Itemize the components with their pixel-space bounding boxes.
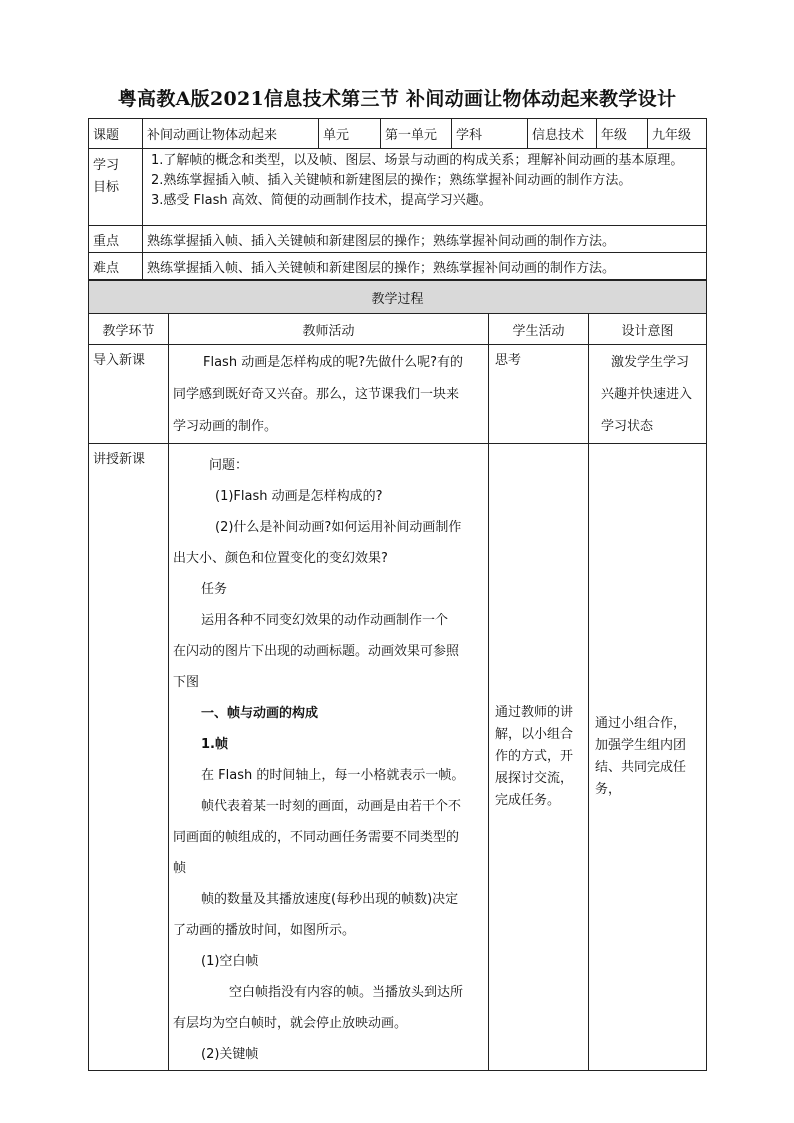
main-lesson-row — [89, 444, 707, 1071]
teaching-process-table — [88, 280, 707, 1071]
topic-label: 课题 — [89, 119, 143, 149]
text-line: 有层均为空白帧时，就会停止放映动画。 — [173, 1016, 408, 1031]
text-line: 学习动画的制作。 — [173, 419, 278, 434]
text-line: 帧 — [173, 861, 187, 876]
text-line: (2)什么是补间动画?如何运用补间动画制作 — [215, 520, 462, 535]
intro-stage: 导入新课 — [89, 345, 169, 444]
column-header: 教学环节 — [89, 314, 169, 345]
main-stage: 讲授新课 — [89, 444, 169, 1071]
key-value: 熟练掌握插入帧、插入关键帧和新建图层的操作；熟练掌握补间动画的制作方法。 — [143, 226, 707, 253]
text-line: 展探讨交流， — [495, 771, 574, 786]
intro-design-intent — [589, 345, 707, 444]
goal-item: 2.熟练掌握插入帧、插入关键帧和新建图层的操作；熟练掌握补间动画的制作方法。 — [151, 173, 632, 188]
text-line: 在闪动的图片下出现的动画标题。动画效果可参照 — [173, 644, 460, 659]
goal-item: 1.了解帧的概念和类型，以及帧、图层、场景与动画的构成关系；理解补间动画的基本原理。 — [151, 153, 684, 168]
text-line: 加强学生组内团 — [595, 738, 687, 753]
text-line: 任务 — [201, 582, 228, 597]
column-header: 设计意图 — [589, 314, 707, 345]
text-line: 学习状态 — [601, 419, 654, 434]
main-design-intent — [589, 444, 707, 1071]
text-line: 通过教师的讲 — [495, 705, 574, 720]
text-line: 问题： — [209, 458, 249, 473]
goals-label-line: 学习 — [93, 158, 120, 173]
key-label: 重点 — [89, 226, 143, 253]
text-line: (2)关键帧 — [201, 1047, 259, 1062]
text-line: 帧代表着某一时刻的画面，动画是由若干个不 — [201, 799, 462, 814]
difficulties-row — [89, 253, 707, 280]
text-line: 了动画的播放时间，如图所示。 — [173, 923, 356, 938]
text-line: 解，以小组合 — [495, 727, 574, 742]
lesson-info-table — [88, 118, 707, 280]
process-header: 教学过程 — [89, 281, 707, 314]
process-column-headers — [89, 314, 707, 345]
document-title: 粤高教A版2021信息技术第三节 补间动画让物体动起来教学设计 — [117, 88, 677, 110]
difficult-value: 熟练掌握插入帧、插入关键帧和新建图层的操作；熟练掌握补间动画的制作方法。 — [143, 253, 707, 280]
text-line: 空白帧指没有内容的帧。当播放头到达所 — [229, 985, 464, 1000]
difficult-label: 难点 — [89, 253, 143, 280]
subject-label: 学科 — [452, 119, 528, 149]
text-line: 出大小、颜色和位置变化的变幻效果? — [173, 551, 388, 566]
subject-value: 信息技术 — [528, 119, 597, 149]
text-line: 下图 — [173, 675, 200, 690]
text-line: 同学感到既好奇又兴奋。那么，这节课我们一块来 — [173, 387, 460, 402]
text-line: 激发学生学习 — [611, 355, 690, 370]
intro-teacher-activity — [169, 345, 489, 444]
grade-label: 年级 — [597, 119, 648, 149]
grade-value: 九年级 — [648, 119, 707, 149]
topic-value: 补间动画让物体动起来 — [143, 119, 319, 149]
key-points-row — [89, 226, 707, 253]
text-line: 帧的数量及其播放速度(每秒出现的帧数)决定 — [201, 892, 459, 907]
main-student-activity — [489, 444, 589, 1071]
goal-item: 3.感受 Flash 高效、简便的动画制作技术，提高学习兴趣。 — [151, 193, 492, 208]
main-teacher-activity — [169, 444, 489, 1071]
goals-row — [89, 149, 707, 226]
text-line: 通过小组合作， — [595, 716, 687, 731]
intro-row — [89, 345, 707, 444]
unit-label: 单元 — [319, 119, 381, 149]
text-line: 在 Flash 的时间轴上，每一小格就表示一帧。 — [201, 768, 465, 783]
column-header: 学生活动 — [489, 314, 589, 345]
intro-student-activity: 思考 — [489, 345, 589, 444]
unit-value: 第一单元 — [381, 119, 452, 149]
goals-label — [89, 149, 143, 226]
subsection-heading: 1.帧 — [201, 737, 228, 752]
goals-label-line: 目标 — [93, 180, 120, 195]
text-line: 运用各种不同变幻效果的动作动画制作一个 — [201, 613, 449, 628]
column-header: 教师活动 — [169, 314, 489, 345]
text-line: Flash 动画是怎样构成的呢?先做什么呢?有的 — [203, 355, 464, 370]
section-heading: 一、帧与动画的构成 — [201, 706, 319, 721]
text-line: (1)空白帧 — [201, 954, 259, 969]
text-line: 同画面的帧组成的，不同动画任务需要不同类型的 — [173, 830, 460, 845]
text-line: 结、共同完成任 — [595, 760, 687, 775]
text-line: (1)Flash 动画是怎样构成的? — [215, 489, 383, 504]
text-line: 作的方式，开 — [495, 749, 574, 764]
goals-content — [143, 149, 707, 226]
text-line: 兴趣并快速进入 — [601, 387, 693, 402]
topic-row — [89, 119, 707, 149]
text-line: 完成任务。 — [495, 793, 561, 808]
text-line: 务， — [595, 782, 622, 797]
